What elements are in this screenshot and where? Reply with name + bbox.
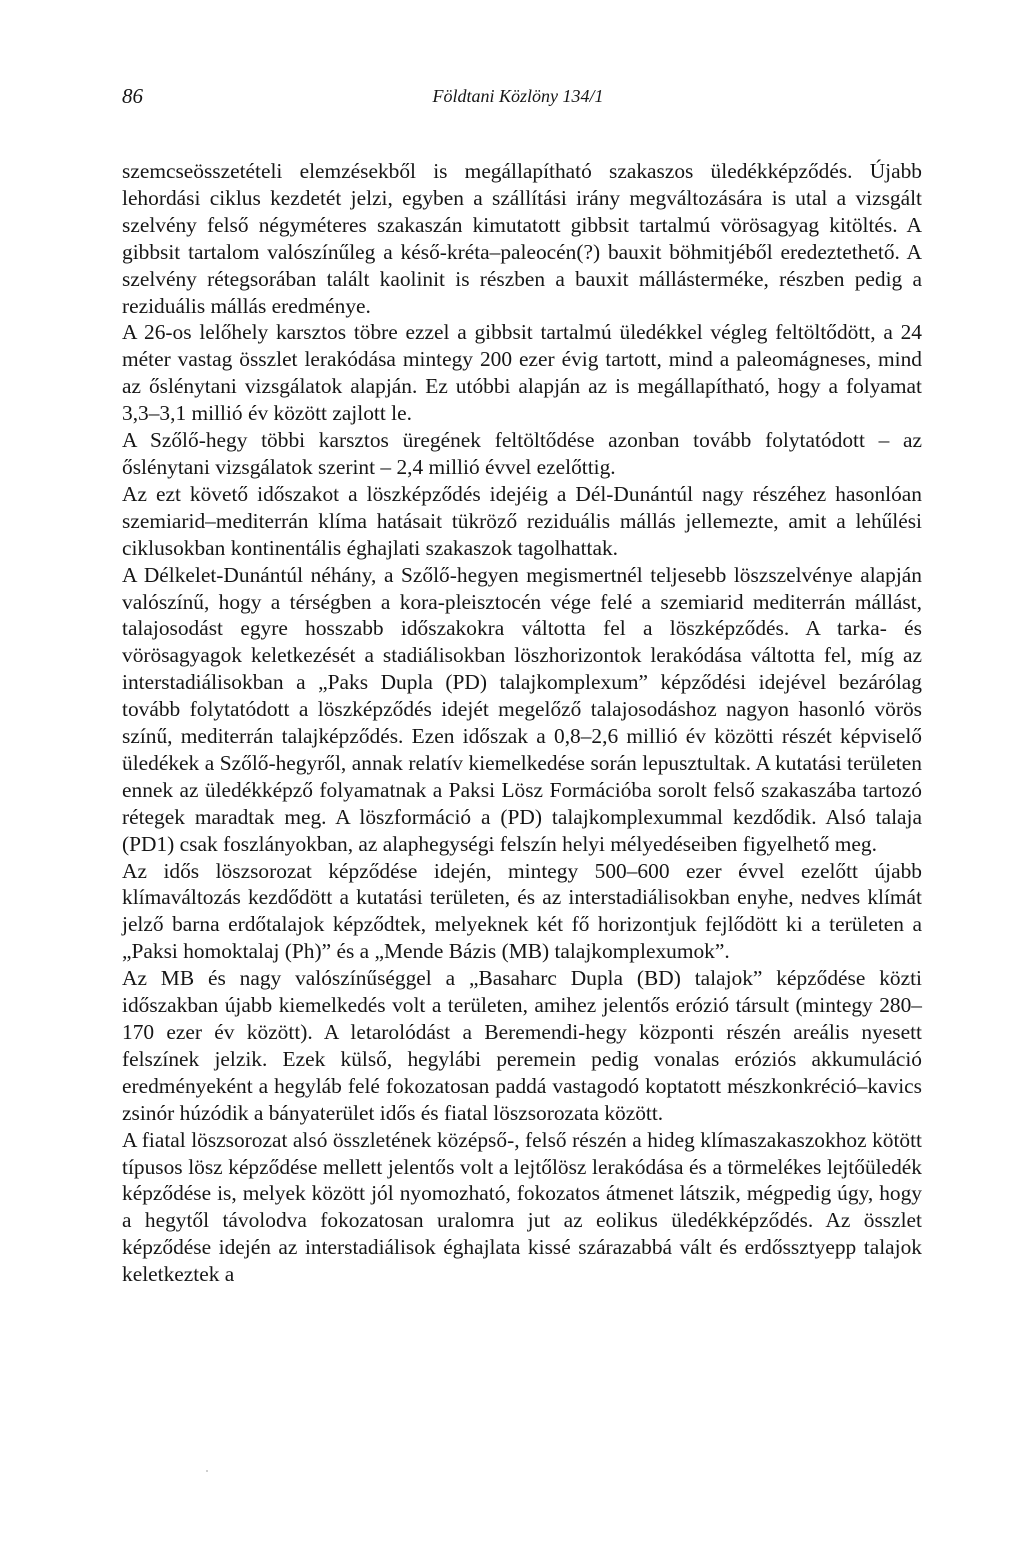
- paragraph-6: Az idős löszsorozat képződése idején, mintegy 500–600 ezer évvel ezelőtt újabb klímaváltozás kezdődött a kutatási területen, és az interstadiálisokban enyhe, nedves klímát jelző barna erdőtalajok képződtek, melyeknek két fő horizontjuk fejlődött ki a területen a „Paksi homoktalaj (Ph)” és a „Mende Bázis (MB) talajkomplexumok”.: [122, 858, 922, 964]
- paragraph-4: Az ezt követő időszakot a löszképződés idejéig a Dél-Dunántúl nagy részéhez hasonlóan szemiarid–mediterrán klíma hatásait tükröző reziduális mállás jellemezte, amit a lehűlési ciklusokban kontinentális éghajlati szakaszok tagolhattak.: [122, 481, 922, 560]
- paragraph-3: A Szőlő-hegy többi karsztos üregének feltöltődése azonban tovább folytatódott – az őslénytani vizsgálatok szerint – 2,4 millió évvel ezelőttig.: [122, 428, 922, 479]
- scan-speck: [206, 1470, 208, 1472]
- paragraph-2: A 26-os lelőhely karsztos töbre ezzel a gibbsit tartalmú üledékkel végleg feltöltődött, a 24 méter vastag összlet lerakódása mintegy 200 ezer évig tartott, mind a paleomágneses, mind az őslénytani vizsgálatok alapján. Ez utóbbi alapján az is megállapítható, hogy a folyamat 3,3–3,1 millió év között zajlott le.: [122, 320, 922, 426]
- page-number: 86: [122, 84, 143, 108]
- paragraph-8: A fiatal löszsorozat alsó összletének középső-, felső részén a hideg klímaszakaszokhoz kötött típusos lösz képződése mellett jelentős volt a lejtőlösz lerakódása és a törmelékes lejtőüledék képződése is, melyek között jól nyomozható, fokozatos átmenet látszik, mégpedig úgy, hogy a hegytől távolodva fokozatosan uralomra jut az eolikus üledékképződés. Az összlet képződése idején az interstadiálisok éghajlata kissé szárazabbá vált és erdőssztyepp talajok keletkeztek a: [122, 1127, 922, 1287]
- paragraph-7: Az MB és nagy valószínűséggel a „Basaharc Dupla (BD) talajok” képződése közti időszakban újabb kiemelkedés volt a területen, amihez jelentős erózió társult (mintegy 280–170 ezer év között). A letarolódást a Beremendi-hegy központi részén areális nyesett felszínek jelzik. Ezek külső, hegylábi peremein pedig vonalas eróziós akkumuláció eredményeként a hegyláb felé fokozatosan paddá vastagodó koptatott mészkonkréció–kavics zsinór húzódik a bányaterület idős és fiatal löszsorozata között.: [122, 966, 922, 1125]
- journal-title: Földtani Közlöny 134/1: [432, 86, 604, 106]
- paragraph-5: A Délkelet-Dunántúl néhány, a Szőlő-hegyen megismertnél teljesebb löszszelvénye alapján valószínű, hogy a térségben a kora-pleisztocén vége felé a szemiarid mediterrán mállást, talajosodást egyre hosszabb időszakokra váltotta fel a löszképződés. A tarka- és vörösagyagok keletkezését a stadiálisokban löszhorizontok lerakódása váltotta fel, míg az interstadiálisokban a „Paks Dupla (PD) talajkomplexum” képződési idejével bezárólag tovább folytatódott a löszképződés idejét megelőző talajosodáshoz nagyon hasonló vörös színű, mediterrán talajképződés. Ezen időszak a 0,8–2,6 millió év közötti részét képviselő üledékek a Szőlő-hegyről, annak relatív kiemelkedése során lepusztultak. A kutatási területen ennek az üledékképző folyamatnak a Paksi Lösz Formációba sorolt felső szakaszába tartozó rétegek maradtak meg. A löszformáció a (PD) talajkomplexummal kezdődik. Alsó talaja (PD1) csak foszlányokban, az alaphegységi felszín helyi mélyedéseiben figyelhető meg.: [122, 562, 922, 856]
- paragraph-1: szemcseösszetételi elemzésekből is megállapítható szakaszos üledékképződés. Újabb lehordási ciklus kezdetét jelzi, egyben a szállítási irány megváltozására is utal a vizsgált szelvény felső négyméteres szakaszán kimutatott gibbsit tartalmú vörösagyag kitöltés. A gibbsit tartalom valószínűleg a késő-kréta–paleocén(?) bauxit böhmitjéből eredeztethető. A szelvény rétegsorában talált kaolinit is részben a bauxit mállásterméke, részben pedig a reziduális mállás eredménye.: [122, 159, 922, 318]
- running-head: [122, 84, 914, 114]
- body-text: [122, 158, 922, 1288]
